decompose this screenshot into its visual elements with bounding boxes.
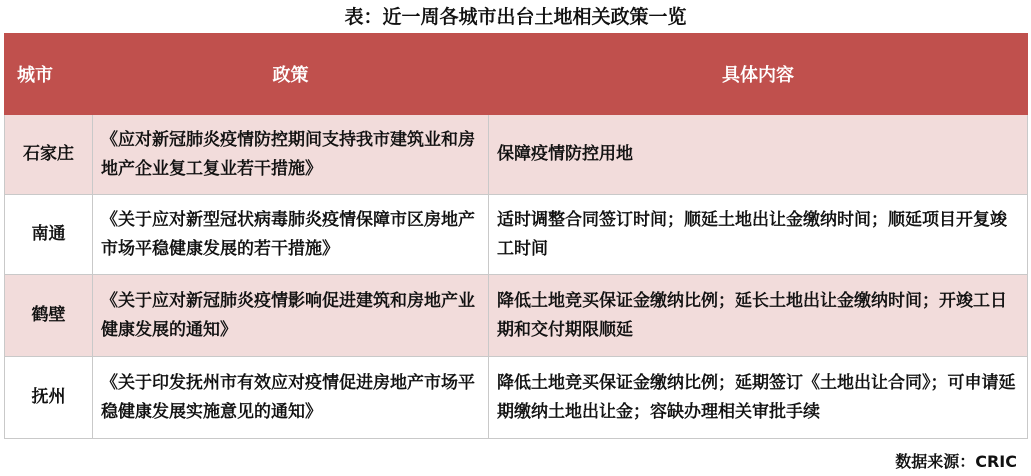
city-cell: 石家庄 (5, 115, 93, 195)
header-policy: 政策 (93, 34, 489, 115)
header-city: 城市 (5, 34, 93, 115)
policy-cell: 《应对新冠肺炎疫情防控期间支持我市建筑业和房地产企业复工复业若干措施》 (93, 115, 489, 195)
city-cell: 鹤壁 (5, 275, 93, 357)
city-cell: 抚州 (5, 357, 93, 439)
policy-cell: 《关于印发抚州市有效应对疫情促进房地产市场平稳健康发展实施意见的通知》 (93, 357, 489, 439)
city-cell: 南通 (5, 195, 93, 275)
table-row (5, 115, 1028, 195)
header-content: 具体内容 (489, 34, 1028, 115)
header-row (5, 34, 1028, 115)
table-row (5, 357, 1028, 439)
content-cell: 适时调整合同签订时间；顺延土地出让金缴纳时间；顺延项目开复竣工时间 (489, 195, 1028, 275)
policy-cell: 《关于应对新型冠状病毒肺炎疫情保障市区房地产市场平稳健康发展的若干措施》 (93, 195, 489, 275)
content-cell: 降低土地竞买保证金缴纳比例；延期签订《土地出让合同》；可申请延期缴纳土地出让金；容缺办理相关审批手续 (489, 357, 1028, 439)
policy-cell: 《关于应对新冠肺炎疫情影响促进建筑和房地产业健康发展的通知》 (93, 275, 489, 357)
policy-table (4, 33, 1028, 439)
table-row (5, 195, 1028, 275)
data-source-note: 数据来源：CRIC (895, 452, 1017, 471)
table-title: 表：近一周各城市出台土地相关政策一览 (344, 6, 687, 28)
content-cell: 保障疫情防控用地 (489, 115, 1028, 195)
table-row (5, 275, 1028, 357)
content-cell: 降低土地竞买保证金缴纳比例；延长土地出让金缴纳时间；开竣工日期和交付期限顺延 (489, 275, 1028, 357)
